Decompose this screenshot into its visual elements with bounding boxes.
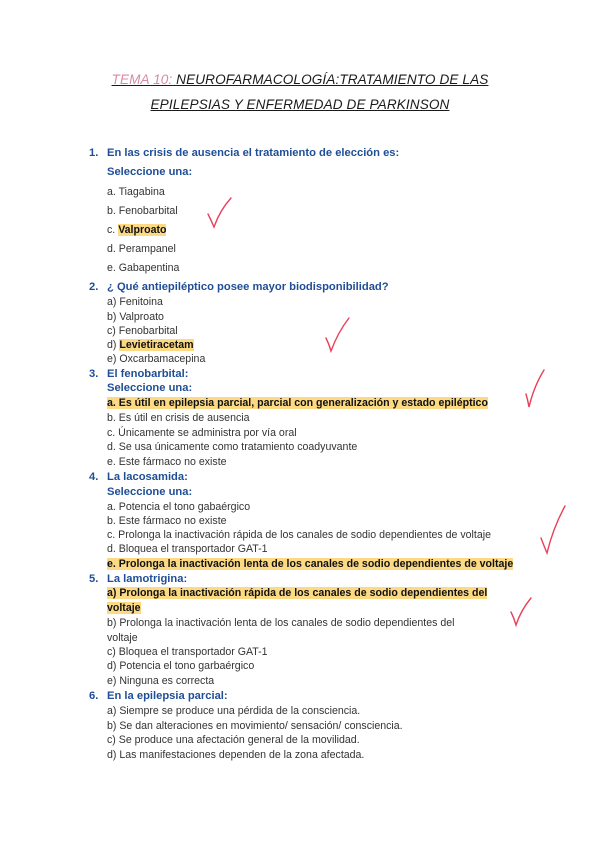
option-c: c) Se produce una afectación general de la movilidad.	[107, 734, 360, 746]
option-c: c. Únicamente se administra por vía oral	[107, 427, 297, 439]
option-b: b) Prolonga la inactivación lenta de los canales de sodio dependientes del	[107, 617, 455, 629]
answer-highlight-line-1	[107, 587, 487, 599]
checkmark-icon	[538, 504, 568, 556]
answer-highlight: Valproato	[118, 224, 167, 236]
question-text: En la epilepsia parcial:	[107, 690, 228, 702]
question-number: 2.	[89, 281, 99, 293]
page-title-line-1	[0, 72, 600, 87]
option-c: c. Prolonga la inactivación rápida de los canales de sodio dependientes de voltaje	[107, 529, 491, 541]
checkmark-icon	[323, 316, 353, 354]
question-number: 6.	[89, 690, 99, 702]
option-a: a. Potencia el tono gabaérgico	[107, 501, 251, 513]
option-b: b. Es útil en crisis de ausencia	[107, 412, 250, 424]
question-number: 4.	[89, 471, 99, 483]
question-text: La lacosamida:	[107, 471, 188, 483]
page-title-line-2: EPILEPSIAS Y ENFERMEDAD DE PARKINSON	[150, 97, 450, 112]
answer-highlight	[107, 558, 513, 570]
title-text: NEUROFARMACOLOGÍA:TRATAMIENTO DE LAS	[172, 72, 489, 87]
option-d: d) Las manifestaciones dependen de la zona afectada.	[107, 749, 365, 761]
option-a: a) Fenitoina	[107, 296, 163, 308]
title-prefix: TEMA 10:	[111, 72, 173, 87]
option-d: d. Se usa únicamente como tratamiento coadyuvante	[107, 441, 358, 453]
question-number: 3.	[89, 368, 99, 380]
option-c-prefix: c.	[107, 224, 119, 236]
question-text: En las crisis de ausencia el tratamiento de elección es:	[107, 147, 400, 159]
option-d	[107, 339, 194, 351]
answer-text: voltaje	[107, 602, 141, 614]
checkmark-icon	[205, 196, 235, 230]
option-b: b) Se dan alteraciones en movimiento/ sensación/ consciencia.	[107, 720, 403, 732]
question-number: 5.	[89, 573, 99, 585]
option-e: e. Gabapentina	[107, 262, 180, 274]
option-e: e) Ninguna es correcta	[107, 675, 215, 687]
option-b: b. Este fármaco no existe	[107, 515, 227, 527]
option-c: c) Bloquea el transportador GAT-1	[107, 646, 268, 658]
option-a: a. Tiagabina	[107, 186, 165, 198]
option-b: b) Valproato	[107, 311, 164, 323]
answer-text: a) Prolonga la inactivación rápida de los canales de sodio dependientes del	[107, 587, 488, 599]
question-text: ¿ Qué antiepiléptico posee mayor biodisponibilidad?	[107, 281, 389, 293]
select-label: Seleccione una:	[107, 166, 193, 178]
option-a: a) Siempre se produce una pérdida de la consciencia.	[107, 705, 361, 717]
select-label: Seleccione una:	[107, 486, 193, 498]
question-text: La lamotrigina:	[107, 573, 188, 585]
option-e: e. Este fármaco no existe	[107, 456, 227, 468]
checkmark-icon	[508, 596, 534, 628]
option-d: d. Perampanel	[107, 243, 176, 255]
question-text: El fenobarbital:	[107, 368, 189, 380]
answer-text: a. Es útil en epilepsia parcial, parcial con generalización y estado epiléptico	[107, 397, 488, 409]
select-label: Seleccione una:	[107, 382, 193, 394]
option-c: c) Fenobarbital	[107, 325, 178, 337]
option-c	[107, 224, 166, 236]
option-d-prefix: d)	[107, 339, 120, 351]
question-number: 1.	[89, 147, 99, 159]
option-d: d) Potencia el tono garbaérgico	[107, 660, 255, 672]
answer-highlight: Levietiracetam	[119, 339, 194, 351]
option-d: d. Bloquea el transportador GAT-1	[107, 543, 268, 555]
option-e: e) Oxcarbamacepina	[107, 353, 206, 365]
option-b-cont: voltaje	[107, 632, 138, 644]
checkmark-icon	[522, 368, 548, 410]
answer-highlight	[107, 397, 488, 409]
option-b: b. Fenobarbital	[107, 205, 178, 217]
answer-text: e. Prolonga la inactivación lenta de los canales de sodio dependientes de voltaje	[107, 558, 514, 570]
answer-highlight-line-2	[107, 602, 141, 614]
